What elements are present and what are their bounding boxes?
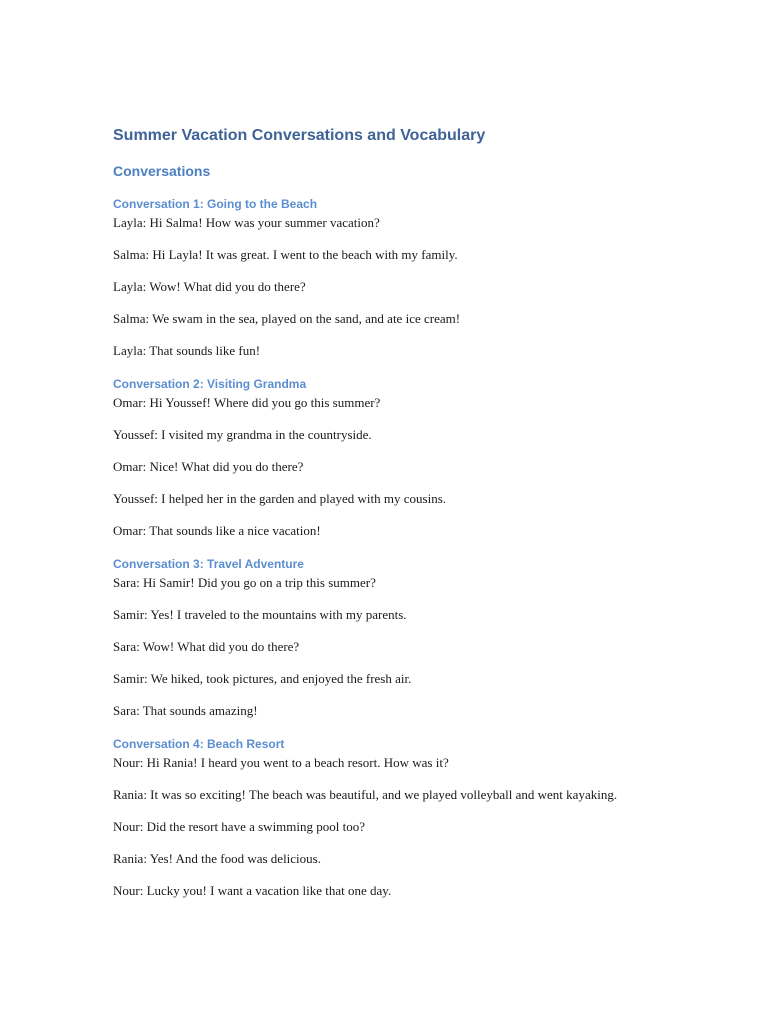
dialogue-line: Layla: Hi Salma! How was your summer vacation? [113, 215, 380, 230]
section-heading-conversations: Conversations [113, 163, 211, 179]
dialogue-line: Nour: Lucky you! I want a vacation like that one day. [113, 883, 392, 898]
dialogue-line: Layla: Wow! What did you do there? [113, 279, 306, 295]
dialogue-line: Salma: We swam in the sea, played on the sand, and ate ice cream! [113, 311, 461, 327]
dialogue-line: Youssef: I helped her in the garden and played with my cousins. [113, 491, 447, 507]
conversation-2 [113, 375, 673, 541]
conversation-heading: Conversation 4: Beach Resort [113, 736, 285, 751]
dialogue-line: Layla: That sounds like fun! [113, 343, 261, 359]
dialogue-line: Youssef: I visited my grandma in the countryside. [113, 426, 372, 442]
dialogue-line: Rania: Yes! And the food was delicious. [113, 850, 321, 866]
dialogue-line: Samir: Yes! I traveled to the mountains with my parents. [113, 606, 407, 622]
dialogue-line: Nour: Hi Rania! I heard you went to a beach resort. How was it? [113, 754, 449, 770]
document-page [113, 124, 673, 901]
dialogue-line: Salma: Hi Layla! It was great. I went to the beach with my family. [113, 247, 458, 263]
conversation-1 [113, 195, 673, 361]
dialogue-line: Sara: That sounds amazing! [113, 703, 258, 719]
conversation-heading: Conversation 1: Going to the Beach [113, 197, 318, 211]
dialogue-line: Samir: We hiked, took pictures, and enjoyed the fresh air. [113, 671, 412, 687]
conversation-4 [113, 735, 673, 901]
conversation-heading: Conversation 2: Visiting Grandma [113, 376, 307, 391]
dialogue-line: Nour: Did the resort have a swimming pool too? [113, 818, 366, 834]
dialogue-line: Rania: It was so exciting! The beach was beautiful, and we played volleyball and went kayaking. [113, 786, 618, 802]
dialogue-line: Sara: Hi Samir! Did you go on a trip this summer? [113, 574, 376, 590]
conversation-3 [113, 555, 673, 721]
dialogue-line: Omar: That sounds like a nice vacation! [113, 523, 321, 539]
dialogue-line: Sara: Wow! What did you do there? [113, 638, 300, 654]
conversation-heading: Conversation 3: Travel Adventure [113, 556, 304, 571]
dialogue-line: Omar: Hi Youssef! Where did you go this summer? [113, 394, 381, 410]
dialogue-line: Omar: Nice! What did you do there? [113, 459, 304, 475]
document-title: Summer Vacation Conversations and Vocabulary [113, 127, 486, 144]
